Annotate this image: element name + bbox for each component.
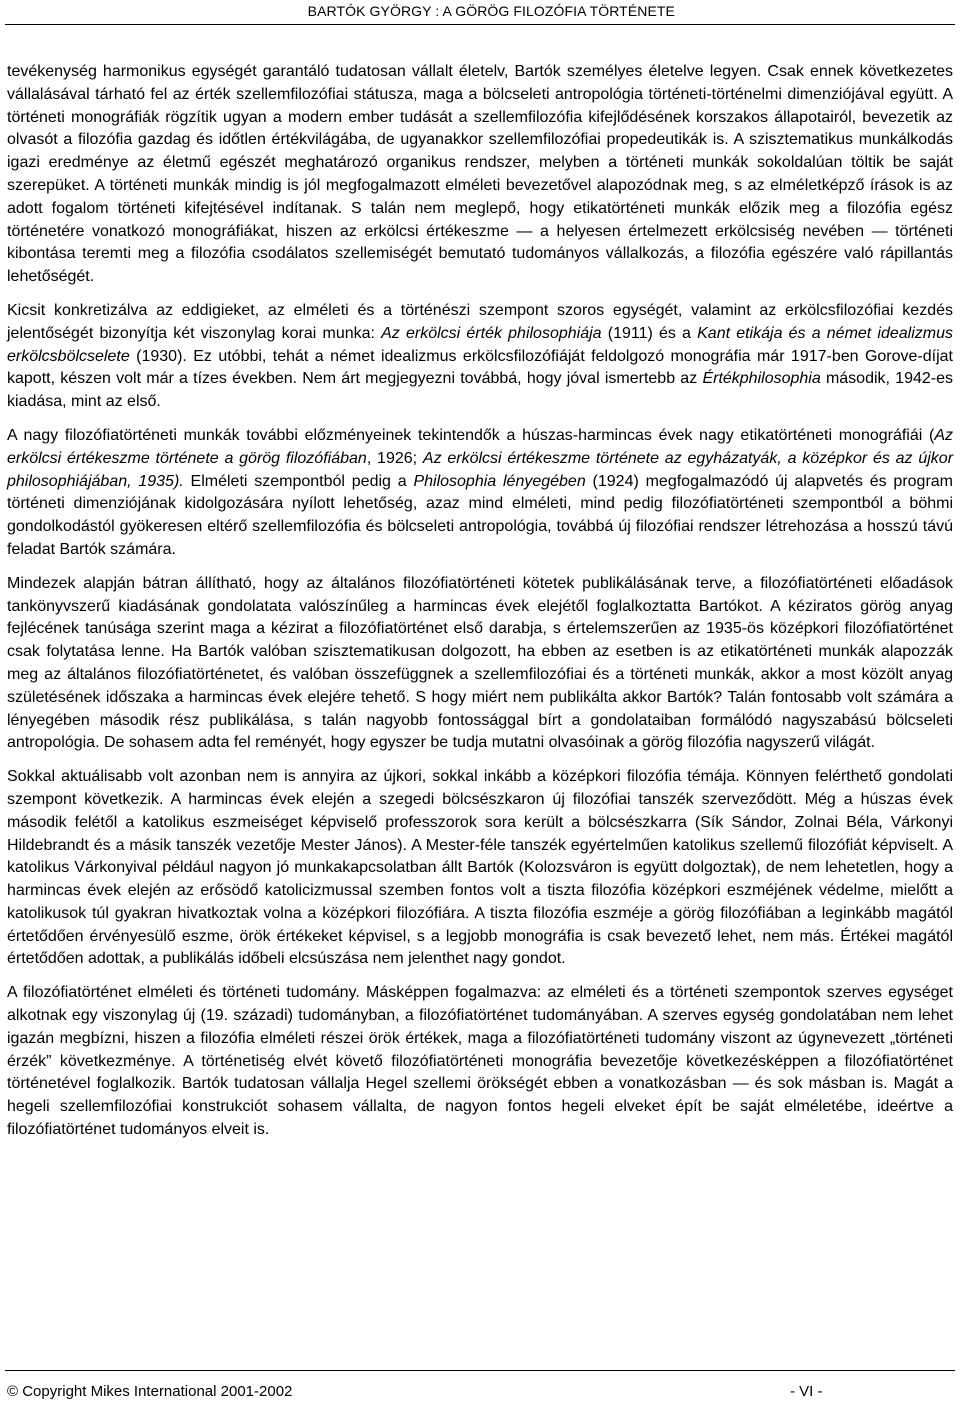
text-run: Sokkal aktuálisabb volt azonban nem is annyira az újkori, sokkal inkább a középkori filozófia témája. Könnyen felérthető gondolati szempont következik. A harmincas évek elején a szegedi bölcsészkaron új filozófiai tanszék szerveződött. Még a húszas évek második felétől a katolikus eszmeiséget képviselő professzorok sora került a bölcsészkarra (Sík Sándor, Zolnai Béla, Várkonyi Hildebrandt és a másik tanszék vezetője Mester János). A Mester-féle tanszék egyértelműen katolikus szellemű filozófiát képviselt. A katolikus Várkonyival például nagyon jó munkakapcsolatban állt Bartók (Kolozsváron is együtt dolgoztak), de nem lehetetlen, hogy a harmincas évek elején az erősödő katolicizmussal szemben fontos volt a tiszta filozófia középkori eszméjének védelme, mielőtt a katolikusok túl gyakran hivatkoztak volna a középkori filozófiára. A tiszta filozófia eszméje a görög filozófiában a leginkább magától értetődően érvényesülő eszme, örök értékeket képvisel, s a legjobb monográfia is csak bevezető lehet, nem más. Értékei magától értetődően adottak, a publikálás időbeli elcsúszása nem jelenthet nagy gondot. xyxy=(7,768,953,968)
paragraph xyxy=(7,61,953,289)
italic-title-run: Az erkölcsi értékeszme története a görög filozófiában xyxy=(7,426,953,467)
copyright-notice: © Copyright Mikes International 2001-2002 xyxy=(7,1383,293,1400)
main-text xyxy=(7,61,953,1142)
italic-title-run: Az erkölcsi értékeszme története az egyházatyák, a középkor és az újkor philosophiájában, 1935). xyxy=(7,449,954,490)
text-run: (1924) megfogalmazódó új alapvetés és program történeti dimenziójának kidolgozására nyílott lehetőség, azaz mind elméleti, mind pedig filozófiatörténeti szempontból a böhmi gondolkodástól gyökeresen eltérő szellemfilozófia és bölcseleti antropológia, továbbá új filozófiai rendszer létrehozása a hosszú távú feladat Bartók számára. xyxy=(7,472,953,558)
text-run: tevékenység harmonikus egységét garantáló tudatosan vállalt életelv, Bartók személyes életelve legyen. Csak ennek következetes vállalásával tárható fel az érték szellemfilozófiai státusza, maga a bölcseleti antropológia történeti-történelmi dimenziójával együtt. A történeti monográfiák rögzítik ugyan a modern ember tudását a szellemfilozófia kifejlődésének korszakos állapotairól, bevezetik az olvasót a filozófia gazdag és időtlen értékvilágába, de ugyanakkor szellemfilozófiai propedeutikák is. A szisztematikus munkálkodás igazi eredménye az életmű egészét meghatározó organikus rendszer, melyben a történeti munkák sokoldalúan töltik be saját szerepüket. A történeti munkák mindig is jól megfogalmazott elméleti bevezetővel alapozódnak meg, s az elméletképző írások is az adott fogalom történeti kifejtésével indítanak. S talán nem meglepő, hogy etikatörténeti munkák előzik meg a filozófia egész történetére vonatkozó monográfiákat, hiszen az erkölcsi értékeszme — a helyesen értelmezett erkölcsiség nevében — történeti kibontása teremti meg a filozófia csodálatos szellemiségét bemutató tudományos vállalkozás, a filozófia egészére való rápillantás lehetőségét. xyxy=(7,63,953,286)
paragraph xyxy=(7,766,953,971)
paragraph xyxy=(7,982,953,1142)
italic-title-run: Értékphilosophia xyxy=(702,370,821,388)
text-run: Mindezek alapján bátran állítható, hogy az általános filozófiatörténeti kötetek publikálásának terve, a filozófiatörténeti előadások tankönyvszerű kiadásának gondolatata valószínűleg a harmincas évek elejétől foglalkoztatta Bartókot. A kéziratos görög anyag fejlécének tanúsága szerint maga a kézirat a filozófiatörténet első darabja, s értelemszerűen az 1935-ös középkori filozófiatörténet csak folytatása lenne. Ha Bartók valóban szisztematikusan dolgozott, ha ebben az esetben is az etikatörténeti munkák alapozzák meg az általános filozófiatörténetet, és valóban összefüggnek a szellemfilozófiai és a történeti munkák, akkor a most közölt anyag születésének időszaka a harmincas évek elejére tehető. S hogy miért nem publikálta akkor Bartók? Talán fontosabb volt számára a lényegében második rész publikálása, s talán nagyobb fontossággal bírt a gondolataiban formálódó nagyszabású bölcseleti antropológia. De sohasem adta fel reményét, hogy egyszer be tudja mutatni olvasóinak a görög filozófia nagyszerű világát. xyxy=(7,574,953,752)
paragraph xyxy=(7,425,953,562)
text-run: Kicsit konkretizálva az eddigieket, az elméleti és a történészi szempont szoros egységét, valamint az erkölcsfilozófiai kezdés jelentőségét bizonyítja két viszonylag korai munka: xyxy=(7,301,953,342)
page-number: - VI - xyxy=(790,1383,823,1400)
page-footer xyxy=(7,1381,953,1403)
running-header xyxy=(0,0,960,22)
text-run: A nagy filozófiatörténeti munkák további előzményeinek tekintendők a húszas-harmincas évek nagy etikatörténeti monográfiái ( xyxy=(7,426,935,444)
italic-title-run: Kant etikája és a német idealizmus erkölcsbölcselete xyxy=(7,324,954,365)
footer-divider xyxy=(5,1370,955,1371)
italic-title-run: Az erkölcsi érték philosophiája xyxy=(381,324,602,342)
running-title: BARTÓK GYÖRGY : A GÖRÖG FILOZÓFIA TÖRTÉNETE xyxy=(307,3,675,19)
italic-title-run: Philosophia lényegében xyxy=(413,472,586,490)
paragraph xyxy=(7,573,953,755)
paragraph xyxy=(7,300,953,414)
text-run: Elméleti szempontból pedig a xyxy=(183,472,414,490)
text-run: (1930). Ez utóbbi, tehát a német idealizmus erkölcsfilozófiáját feldolgozó monográfia már 1917-ben Gorove-díjat kapott, készen volt már a tízes években. Nem árt megjegyezni továbbá, hogy jóval ismertebb az xyxy=(7,347,953,388)
text-run: (1911) és a xyxy=(601,324,698,342)
header-divider xyxy=(5,24,955,25)
text-run: A filozófiatörténet elméleti és történeti tudomány. Másképpen fogalmazva: az elméleti és a történeti szempontok szerves egységet alkotnak egy viszonylag új (19. századi) tudományban, a filozófiatörténet tudományában. A szerves egység gondolatában nem lehet igazán megbízni, hiszen a filozófia elméleti részei örök értékek, maga a filozófiatörténeti tudomány viszont az úgynevezett „történeti érzék” következménye. A történetiség elvét követő filozófiatörténeti monográfia bevezetője következésképpen a filozófiatörténet történetével foglalkozik. Bartók tudatosan vállalja Hegel szellemi örökségét ebben a vonatkozásban — és sok másban is. Magát a hegeli szellemfilozófiai konstrukciót sohasem vállalta, de nagyon fontos hegeli elveket épít be saját elméletébe, ideértve a filozófiatörténet tudományos elveit is. xyxy=(7,984,953,1139)
text-run: második, 1942-es kiadása, mint az első. xyxy=(7,370,954,411)
text-run: , 1926; xyxy=(366,449,423,467)
